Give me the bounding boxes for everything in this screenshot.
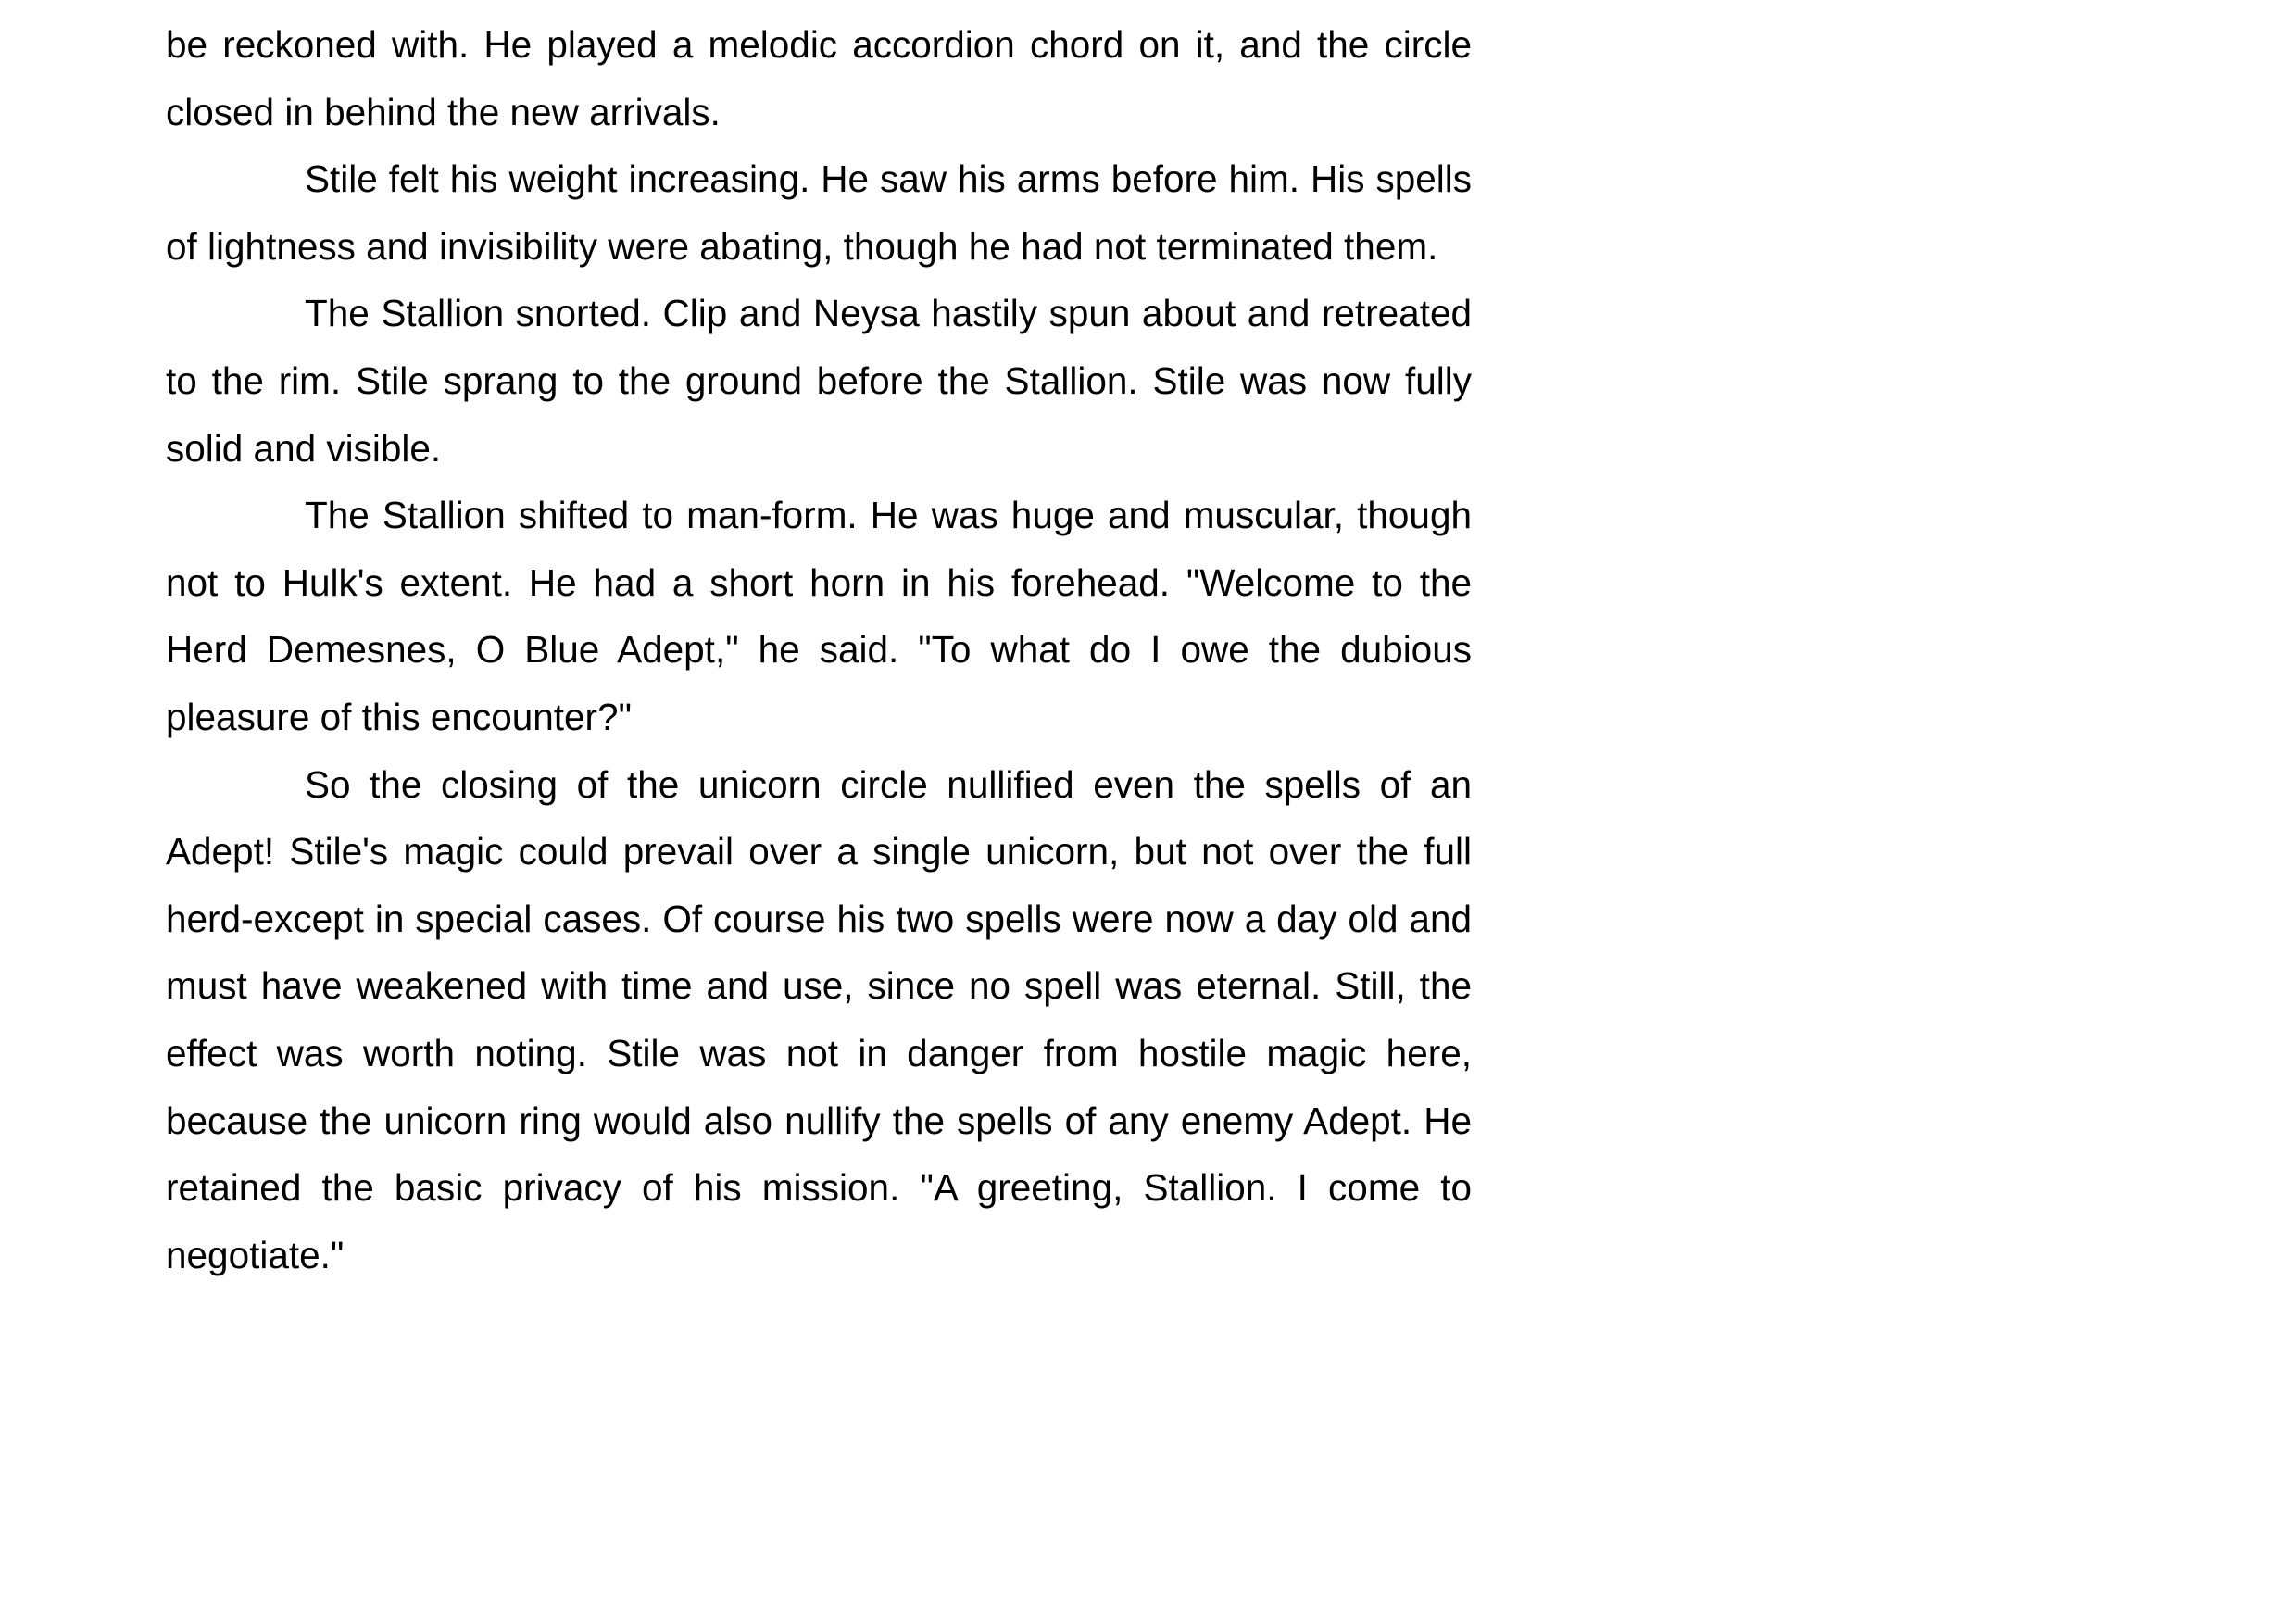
paragraph-4: The Stallion shifted to man-form. He was huge and muscular, though not to Hulk's extent. He had a short horn in his forehead. "Welcome to the Herd Demesnes, O Blue Adept," he said. "To what do I owe the dubious pleasure of this encounter?" [166,494,1472,738]
paragraph-5: So the closing of the unicorn circle nullified even the spells of an Adept! Stile's magic could prevail over a single unicorn, but not over the full herd-except in special cases. Of course his two spells were now a day old and must have weakened with time and use, since no spell was eternal. Still, the effect was worth noting. Stile was not in danger from hostile magic here, because the unicorn ring would also nullify the spells of any enemy Adept. He retained the basic privacy of his mission. "A greeting, Stallion. I come to negotiate." [166,762,1472,1276]
paragraph-3: The Stallion snorted. Clip and Neysa hastily spun about and retreated to the rim. Stile sprang to the ground before the Stallion. Stile was now fully solid and visible. [166,292,1472,470]
paragraph-1: be reckoned with. He played a melodic accordion chord on it, and the circle closed in behind the new arrivals. [166,23,1472,133]
paragraph-2: Stile felt his weight increasing. He saw his arms before him. His spells of lightness and invisibility were abating, though he had not terminated them. [166,157,1472,268]
body-text [166,11,1472,1288]
